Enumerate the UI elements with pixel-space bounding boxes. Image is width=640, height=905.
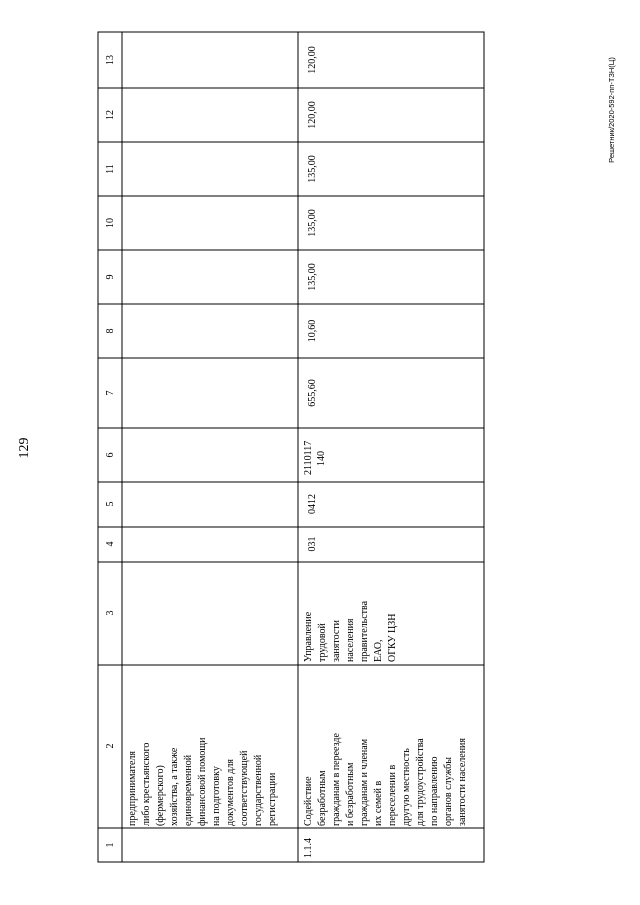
cell-year-value: 135,00 [307, 209, 318, 237]
cell-year-value: 120,00 [307, 101, 318, 129]
header-cell: 12 [105, 110, 116, 120]
cell-year-value: 10,60 [307, 319, 318, 343]
header-cell: 9 [105, 274, 116, 280]
table-row [127, 735, 278, 826]
header-cell: 6 [105, 452, 116, 458]
table-grid [98, 32, 484, 862]
cell-year-value: 120,00 [307, 46, 318, 74]
header-cell: 1 [105, 842, 116, 848]
cell-description: Содействие безработным гражданам в переезде и безработным гражданам и членам их семей в переселении в другую местность для трудоустройства по направлению органов службы занятости населения [303, 733, 468, 826]
header-cell: 7 [105, 390, 116, 396]
table-row [303, 46, 468, 858]
header-cell: 10 [105, 218, 116, 228]
cell-description: предпринимателя либо крестьянского (фермерского) хозяйства, а также единовременной финансовой помощи на подготовку документов для соответствующей государственной регистрации [127, 737, 278, 826]
cell-section-code: 0412 [307, 494, 318, 514]
cell-year-value: 135,00 [307, 155, 318, 183]
footer-reference: Решетник/2020-592-пп-ТЗН(Ц) [607, 57, 616, 163]
header-cell: 5 [105, 501, 116, 507]
cell-total: 655,60 [307, 379, 318, 407]
cell-grbs-code: 031 [307, 536, 318, 552]
header-cell: 2 [105, 743, 116, 749]
header-cell: 13 [105, 55, 116, 65]
cell-target-code: 2110117 140 [303, 440, 327, 475]
header-cell: 4 [105, 541, 116, 547]
cell-year-value: 135,00 [307, 263, 318, 291]
page-number: 129 [17, 437, 32, 459]
header-cell: 3 [105, 610, 116, 616]
cell-number: 1.1.4 [303, 838, 314, 858]
table-header [105, 55, 116, 848]
header-cell: 11 [105, 164, 116, 174]
cell-executor: Управление трудовой занятости населения правительства ЕАО, ОГКУ ЦЗН [303, 600, 398, 662]
header-cell: 8 [105, 328, 116, 334]
